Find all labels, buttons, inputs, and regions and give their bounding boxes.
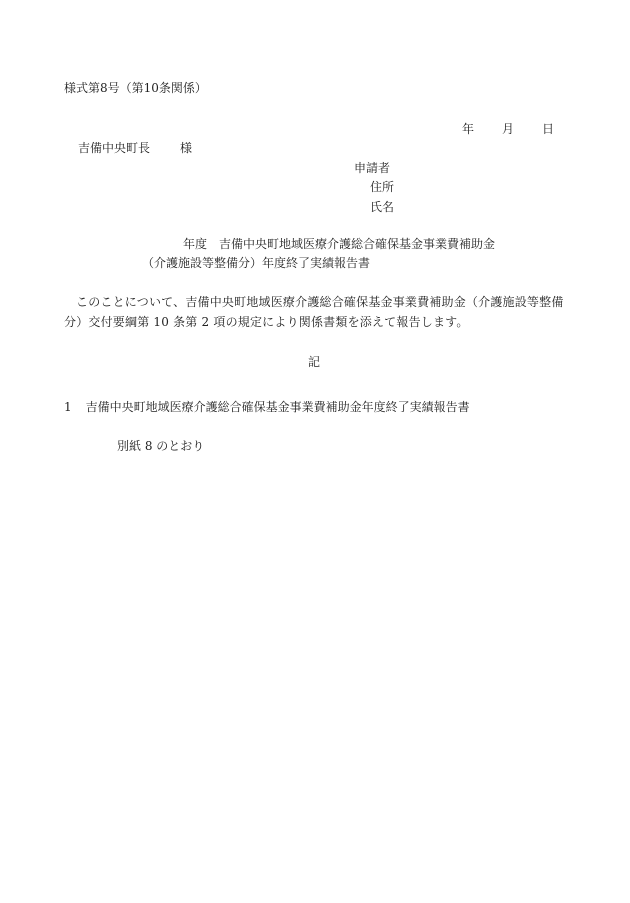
addressee: [78, 140, 192, 156]
document-title-line2: （介護施設等整備分）年度終了実績報告書: [142, 256, 371, 270]
title-subsidy-name: 吉備中央町地域医療介護総合確保基金事業費補助金: [219, 237, 496, 251]
item-text: 吉備中央町地域医療介護総合確保基金事業費補助金年度終了実績報告書: [85, 400, 470, 414]
list-item: [64, 399, 470, 415]
applicant-label: 申請者: [354, 161, 391, 175]
date-month-label: 月: [502, 122, 515, 136]
date-line: [462, 121, 554, 137]
addressee-honorific: 様: [180, 141, 193, 155]
applicant-address-label: 住所: [370, 180, 395, 194]
applicant-name-label: 氏名: [370, 200, 395, 214]
title-fiscal-year: 年度: [183, 237, 208, 251]
document-title-line1: [183, 236, 495, 252]
ki-heading: 記: [308, 355, 321, 369]
item-detail: 別紙 8 のとおり: [117, 439, 205, 453]
date-day-label: 日: [542, 122, 555, 136]
item-number: 1: [64, 400, 72, 414]
form-number: 様式第8号（第10条関係）: [64, 81, 207, 95]
date-year-label: 年: [462, 122, 475, 136]
addressee-name: 吉備中央町長: [78, 141, 151, 155]
body-paragraph: このことについて、吉備中央町地域医療介護総合確保基金事業費補助金（介護施設等整備分）交付要綱第 10 条第 2 項の規定により関係書類を添えて報告します。: [64, 295, 564, 329]
